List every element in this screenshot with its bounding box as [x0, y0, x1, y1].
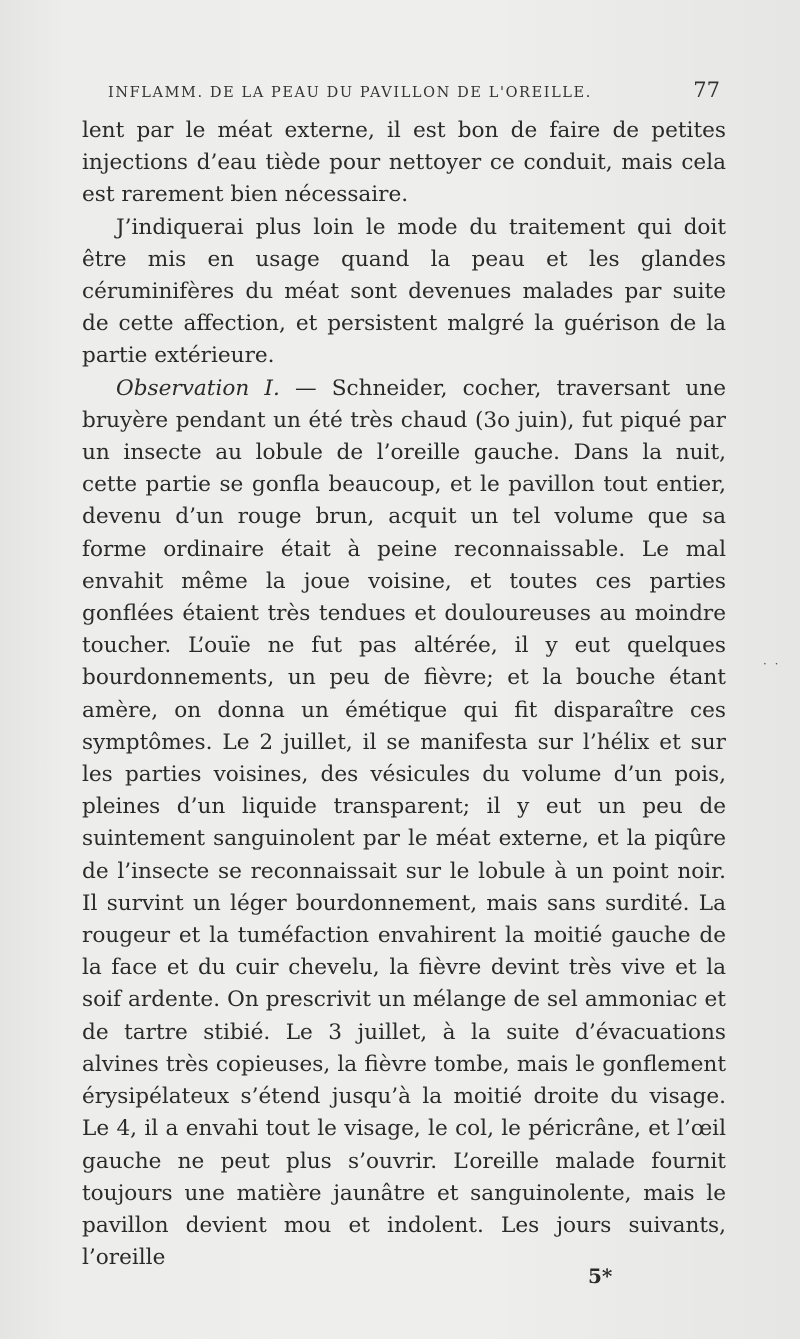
- page-number: 77: [693, 78, 720, 102]
- running-head: [108, 78, 720, 102]
- observation-text: — Schneider, cocher, traversant une bruyère pendant un été très chaud (3o juin), fut piqué par un insecte au lobule de l’oreille gauche. Dans la nuit, cette partie se gonfla beaucoup, et le pavillon tout entier, devenu d’un rouge brun, acquit un tel volume que sa forme ordinaire était à peine reconnaissable. Le mal envahit même la joue voisine, et toutes ces parties gonflées étaient très tendues et douloureuses au moindre toucher. L’ouïe ne fut pas altérée, il y eut quelques bourdonnements, un peu de fièvre; et la bouche étant amère, on donna un émétique qui fit disparaître ces symptômes. Le 2 juillet, il se manifesta sur l’hélix et sur les parties voisines, des vésicules du volume d’un pois, pleines d’un liquide transparent; il y eut un peu de suintement sanguinolent par le méat externe, et la piqûre de l’insecte se reconnaissait sur le lobule à un point noir. Il survint un léger bourdonnement, mais sans surdité. La rougeur et la tuméfaction envahirent la moitié gauche de la face et du cuir chevelu, la fièvre devint très vive et la soif ardente. On prescrivit un mélange de sel ammoniac et de tartre stibié. Le 3 juillet, à la suite d’évacuations alvines très copieuses, la fièvre tombe, mais le gonflement érysipélateux s’étend jusqu’à la moitié droite du visage. Le 4, il a envahi tout le visage, le col, le péricrâne, et l’œil gauche ne peut plus s’ouvrir. L’oreille malade fournit toujours une matière jaunâtre et sanguinolente, mais le pavillon devient mou et indolent. Les jours suivants, l’oreille: [82, 375, 726, 1271]
- paragraph-continuation: lent par le méat externe, il est bon de faire de petites injections d’eau tiède pour nettoyer ce conduit, mais cela est rarement bien nécessaire.: [82, 118, 726, 208]
- signature-mark: 5*: [588, 1264, 613, 1288]
- paragraph-treatment-note: J’indiquerai plus loin le mode du traitement qui doit être mis en usage quand la peau et les glandes céruminifères du méat sont devenues malades par suite de cette affection, et persistent malgré la guérison de la partie extérieure.: [82, 214, 726, 369]
- body-text: [82, 115, 726, 1274]
- paragraph-observation: [82, 373, 726, 1275]
- running-head-title: INFLAMM. DE LA PEAU DU PAVILLON DE L'OREILLE.: [108, 85, 592, 101]
- margin-mark: · ·: [763, 657, 781, 671]
- observation-label: Observation I.: [116, 375, 280, 401]
